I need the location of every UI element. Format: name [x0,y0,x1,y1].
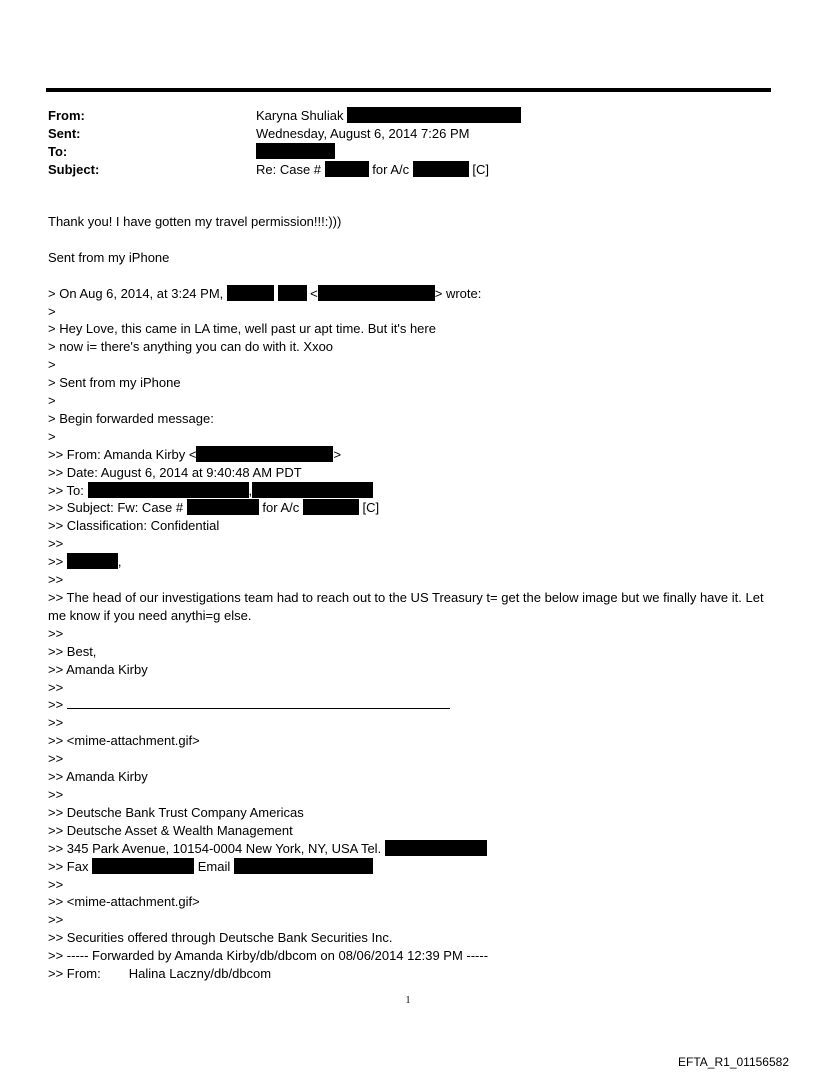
quote-line [48,499,768,517]
page-number: 1 [405,995,411,1006]
quote-line: >> Amanda Kirby [48,661,148,677]
quote-line [48,482,768,500]
quote-line: >> ----- Forwarded by Amanda Kirby/db/dbcom on 08/06/2014 12:39 PM ----- [48,948,489,964]
sent-value: Wednesday, August 6, 2014 7:26 PM [256,126,470,141]
quote-text: for A/c [262,500,300,516]
quote-line: >> Amanda Kirby [48,769,148,785]
quote-line: >> Deutsche Bank Trust Company Americas [48,804,304,820]
quote-line: > [48,303,56,319]
quote-text: >> [48,697,64,713]
quote-line: > now i= there's anything you can do with it. Xxoo [48,339,334,355]
redaction [234,858,373,874]
quote-line: >> [48,536,64,552]
quote-text: >> Subject: Fw: Case # [48,500,184,516]
header-rule [46,88,771,92]
quote-line: >> [48,876,64,892]
quote-line: >> [48,625,64,641]
quote-line: >> Best, [48,643,97,659]
quote-line: >> [48,572,64,588]
quote-text: >> From: Amanda Kirby < [48,446,197,462]
redaction [385,840,487,856]
quote-line: > [48,393,56,409]
redaction [256,143,335,159]
redaction [67,553,118,569]
quote-text: Email [197,858,231,874]
subject-text: [C] [472,162,490,177]
quote-line: >> Securities offered through Deutsche Bank Securities Inc. [48,930,393,946]
quote-text: >> [48,554,64,570]
quote-line [48,858,768,876]
quote-line: >> [48,751,64,767]
redaction [88,482,249,498]
quote-text: >> From: [48,966,101,982]
quote-text: , [117,554,122,570]
redaction [318,285,435,301]
redaction [413,161,469,177]
quote-text: > On Aug 6, 2014, at 3:24 PM, [48,285,224,301]
redaction [92,858,194,874]
quote-text: [C] [362,500,380,516]
redaction [325,161,369,177]
quote-line: >> [48,715,64,731]
redaction [196,446,333,462]
quote-text: >> To: [48,482,84,498]
quote-line: > Sent from my iPhone [48,375,181,391]
subject-value [256,161,489,179]
quote-line: >> Classification: Confidential [48,518,220,534]
quote-line [48,965,768,983]
quote-text: Halina Laczny/db/dbcom [128,966,272,982]
redaction [227,285,274,301]
quote-line: >> The head of our investigations team had to reach out to the US Treasury t= get the below image but we finally have it. Let me know if you need anythi=g else. [48,590,764,623]
redaction [347,107,521,123]
quote-line: >> [48,679,64,695]
from-value [256,107,521,125]
quote-line: > Hey Love, this came in LA time, well past ur apt time. But it's here [48,321,436,337]
quote-line: >> Deutsche Asset & Wealth Management [48,822,293,838]
from-label: From: [48,108,85,123]
quote-text: > [333,446,342,462]
redaction [278,285,307,301]
quote-line [48,553,768,571]
quote-text: >> 345 Park Avenue, 10154-0004 New York, NY, USA Tel. [48,840,382,856]
quote-line [48,840,768,858]
horizontal-rule [67,698,450,709]
quote-line [48,446,768,464]
quote-line: > Begin forwarded message: [48,410,214,426]
redaction [303,499,359,515]
quote-line: >> <mime-attachment.gif> [48,733,200,749]
quote-line: >> Date: August 6, 2014 at 9:40:48 AM PDT [48,464,302,480]
quote-line: > [48,357,56,373]
quote-line: >> [48,912,64,928]
quote-line: >> [48,786,64,802]
quote-line [48,696,768,714]
redaction [187,499,259,515]
quote-text: > wrote: [434,285,482,301]
email-body [48,213,768,983]
from-name: Karyna Shuliak [256,108,344,123]
body-line: Sent from my iPhone [48,249,170,265]
subject-text: for A/c [372,162,410,177]
subject-text: Re: Case # [256,162,322,177]
quote-text: , [248,482,253,498]
redaction [252,482,373,498]
sent-label: Sent: [48,126,81,141]
body-line: Thank you! I have gotten my travel permission!!!:))) [48,214,342,229]
quote-line: > [48,428,56,444]
quote-text: >> Fax [48,858,89,874]
to-label: To: [48,144,68,159]
document-id: EFTA_R1_01156582 [678,1055,789,1069]
quote-line: >> <mime-attachment.gif> [48,894,200,910]
subject-label: Subject: [48,162,100,177]
quote-text: < [310,285,318,301]
quote-line [48,285,768,303]
to-value [256,143,335,161]
